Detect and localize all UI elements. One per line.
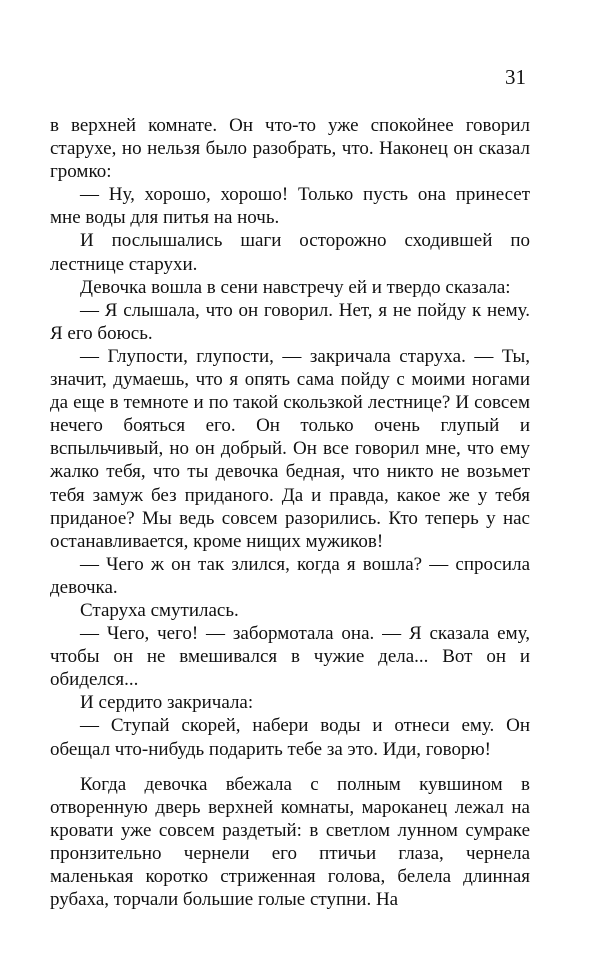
paragraph: И сердито закричала: bbox=[80, 692, 254, 714]
paragraph: Девочка вошла в сени навстречу ей и твердо сказала: bbox=[80, 276, 511, 298]
paragraph: — Глупости, глупости, — закричала старуха. — Ты, значит, думаешь, что я опять сама пойду с моими ногами да еще в темноте и по такой скользкой лестнице? И совсем нечего бояться его. Он только очень глупый и вспыльчивый, но он добрый. Он все говорил мне, что ему жалко тебя, что ты девочка бедная, что никто не возьмет тебя замуж без приданого. Да и правда, какое же у тебя приданое? Мы ведь совсем разорились. Кто теперь у нас останавливается, кроме нищих мужиков! bbox=[50, 345, 530, 552]
paragraph: Старуха смутилась. bbox=[80, 599, 239, 621]
paragraph: — Ступай скорей, набери воды и отнеси ему. Он обещал что-нибудь подарить тебе за это. Иди, говорю! bbox=[50, 715, 530, 760]
paragraph: — Я слышала, что он говорил. Нет, я не пойду к нему. Я его боюсь. bbox=[50, 299, 530, 344]
paragraph: — Чего ж он так злился, когда я вошла? — спросила девочка. bbox=[50, 553, 530, 598]
page-number: 31 bbox=[505, 65, 526, 89]
paragraph: — Ну, хорошо, хорошо! Только пусть она принесет мне воды для питья на ночь. bbox=[50, 184, 530, 229]
paragraph: И послышались шаги осторожно сходившей по лестнице старухи. bbox=[50, 230, 530, 275]
paragraph: в верхней комнате. Он что-то уже спокойнее говорил старухе, но нельзя было разобрать, что. Наконец он сказал громко: bbox=[50, 115, 530, 183]
body-text bbox=[50, 114, 530, 911]
paragraph: Когда девочка вбежала с полным кувшином в отворенную дверь верхней комнаты, мароканец лежал на кровати уже совсем раздетый: в светлом лунном сумраке пронзительно чернели его птичьи глаза, чернела маленькая коротко стриженная голова, белела длинная рубаха, торчали большие голые ступни. На bbox=[50, 773, 530, 911]
paragraph: — Чего, чего! — забормотала она. — Я сказала ему, чтобы он не вмешивался в чужие дела... Вот он и обиделся... bbox=[50, 623, 530, 691]
